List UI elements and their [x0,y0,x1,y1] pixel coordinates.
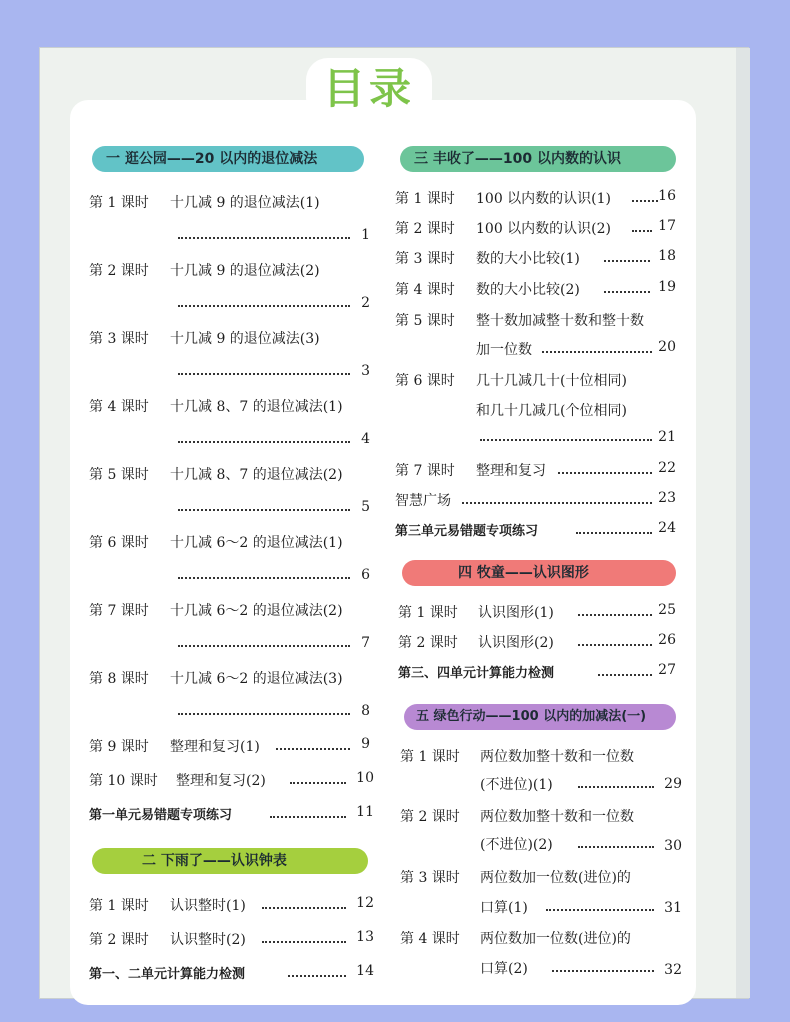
lesson-label: 第 8 课时 [89,671,149,687]
leader-dots [290,781,346,784]
lesson-title: 十几减 8、7 的退位减法(2) [170,467,343,483]
lesson-title: 两位数加整十数和一位数 [480,809,634,825]
leader-dots [552,969,654,972]
lesson-label: 第 10 课时 [89,773,158,789]
leader-dots [542,350,652,353]
lesson-title: 数的大小比较(2) [476,282,580,298]
lesson-label: 第 7 课时 [89,603,149,619]
lesson-label: 第 4 课时 [89,399,149,415]
leader-dots [178,304,350,307]
lesson-title: 两位数加一位数(进位)的 [480,931,631,947]
unit4-banner: 四 牧童——认识图形 [402,560,676,586]
lesson-title: 数的大小比较(1) [476,251,580,267]
page-number: 32 [664,962,682,978]
lesson-label: 第 2 课时 [398,635,458,651]
lesson-label: 第 3 课时 [400,870,460,886]
practice-title: 第一单元易错题专项练习 [89,808,233,823]
lesson-label: 第 3 课时 [89,331,149,347]
page-number: 29 [664,776,682,792]
leader-dots [276,747,350,750]
practice-title: 第三单元易错题专项练习 [395,524,539,539]
leader-dots [262,906,346,909]
page-edge [736,48,750,998]
leader-dots [604,290,650,293]
lesson-title: 整理和复习(1) [170,739,260,755]
lesson-title: 十几减 9 的退位减法(1) [170,195,320,211]
leader-dots [178,712,350,715]
page-number: 27 [658,662,676,678]
page-number: 25 [658,602,676,618]
page-number: 20 [658,339,676,355]
leader-dots [578,613,652,616]
page-number: 4 [361,431,370,447]
unit2-banner: 二 下雨了——认识钟表 [92,848,368,874]
lesson-title: 认识图形(2) [478,635,554,651]
lesson-label: 第 5 课时 [89,467,149,483]
lesson-label: 第 9 课时 [89,739,149,755]
lesson-title-line2: (不进位)(2) [480,837,553,853]
lesson-title: 十几减 6～2 的退位减法(1) [170,535,343,551]
leader-dots [546,908,654,911]
lesson-label: 第 2 课时 [400,809,460,825]
lesson-title: 十几减 9 的退位减法(2) [170,263,320,279]
lesson-title: 十几减 9 的退位减法(3) [170,331,320,347]
page-number: 12 [356,895,374,911]
leader-dots [178,236,350,239]
page-number: 1 [361,227,370,243]
page-number: 10 [356,770,374,786]
leader-dots [578,643,652,646]
lesson-label: 第 1 课时 [400,749,460,765]
leader-dots [178,508,350,511]
unit3-banner: 三 丰收了——100 以内数的认识 [400,146,676,172]
lesson-title-line2: 加一位数 [476,342,532,358]
page-number: 13 [356,929,374,945]
leader-dots [598,673,652,676]
page-number: 5 [361,499,370,515]
page-number: 3 [361,363,370,379]
lesson-label: 第 2 课时 [89,932,149,948]
page-number: 26 [658,632,676,648]
lesson-title: 几十几减几十(十位相同) [476,373,627,389]
page-number: 24 [658,520,676,536]
leader-dots [578,785,654,788]
lesson-title: 100 以内数的认识(2) [476,221,612,237]
lesson-label: 第 6 课时 [89,535,149,551]
leader-dots [178,372,350,375]
lesson-label: 第 1 课时 [89,195,149,211]
plaza-title: 智慧广场 [395,493,451,509]
page-number: 23 [658,490,676,506]
lesson-label: 第 5 课时 [395,313,455,329]
page-number: 8 [361,703,370,719]
test-title: 第三、四单元计算能力检测 [398,666,555,681]
lesson-title-line2: 和几十几减几(个位相同) [476,403,627,419]
lesson-title: 十几减 6～2 的退位减法(2) [170,603,343,619]
lesson-title: 两位数加一位数(进位)的 [480,870,631,886]
leader-dots [288,974,346,977]
leader-dots [558,471,652,474]
leader-dots [178,576,350,579]
lesson-label: 第 1 课时 [398,605,458,621]
page-title: 目录 [322,64,415,113]
lesson-title: 十几减 8、7 的退位减法(1) [170,399,343,415]
lesson-label: 第 4 课时 [400,931,460,947]
lesson-title: 整理和复习 [476,463,546,479]
test-title: 第一、二单元计算能力检测 [89,967,246,982]
lesson-title: 十几减 6～2 的退位减法(3) [170,671,343,687]
lesson-label: 第 4 课时 [395,282,455,298]
page-number: 9 [361,736,370,752]
leader-dots [178,440,350,443]
page-number: 19 [658,279,676,295]
leader-dots [178,644,350,647]
leader-dots [270,815,346,818]
page-number: 22 [658,460,676,476]
lesson-title: 整十数加减整十数和整十数 [476,313,644,329]
lesson-label: 第 3 课时 [395,251,455,267]
page-number: 14 [356,963,374,979]
lesson-title-line2: 口算(1) [480,900,528,916]
lesson-label: 第 1 课时 [395,191,455,207]
page-number: 30 [664,838,682,854]
unit1-banner: 一 逛公园——20 以内的退位减法 [92,146,364,172]
lesson-title-line2: (不进位)(1) [480,777,553,793]
lesson-label: 第 6 课时 [395,373,455,389]
page-number: 31 [664,900,682,916]
lesson-label: 第 2 课时 [395,221,455,237]
page-number: 2 [361,295,370,311]
lesson-title: 认识图形(1) [478,605,554,621]
lesson-title: 认识整时(2) [170,932,246,948]
page-number: 17 [658,218,676,234]
lesson-title: 认识整时(1) [170,898,246,914]
unit5-banner: 五 绿色行动——100 以内的加减法(一) [404,704,676,730]
page-number: 6 [361,567,370,583]
page-number: 16 [658,188,676,204]
page-number: 21 [658,429,676,445]
leader-dots [604,259,650,262]
leader-dots [578,845,654,848]
lesson-title-line2: 口算(2) [480,961,528,977]
lesson-title: 整理和复习(2) [176,773,266,789]
lesson-title: 100 以内数的认识(1) [476,191,612,207]
lesson-title: 两位数加整十数和一位数 [480,749,634,765]
leader-dots [576,531,652,534]
lesson-label: 第 7 课时 [395,463,455,479]
page-number: 18 [658,248,676,264]
leader-dots [262,940,346,943]
page-number: 7 [361,635,370,651]
leader-dots [480,438,652,441]
lesson-label: 第 1 课时 [89,898,149,914]
lesson-label: 第 2 课时 [89,263,149,279]
page-number: 11 [356,804,374,820]
leader-dots [462,501,652,504]
